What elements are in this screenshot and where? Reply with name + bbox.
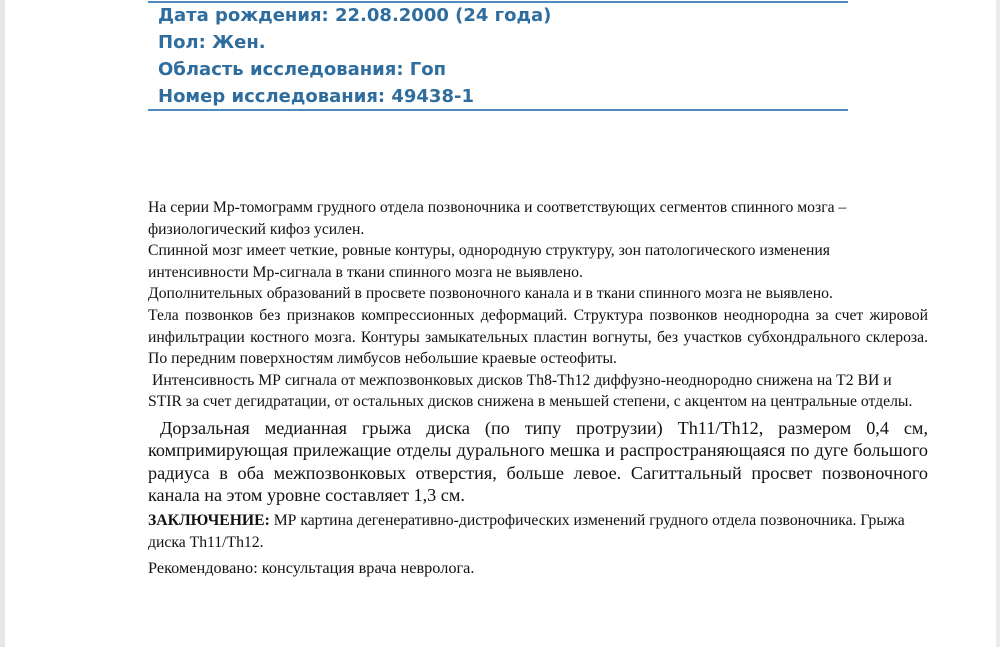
page-right-edge [996,0,1000,647]
page-left-edge [0,0,5,647]
header-bottom-rule [148,109,848,111]
report-paragraph-6: Дорзальная медианная грыжа диска (по типу протрузии) Th11/Th12, размером 0,4 см, компримирующая прилежащие отделы дурального мешка и распространяющаяся по дуге большого радиуса в оба межпозвонковых отверстия, больше левое. Сагиттальный просвет позвоночного канала на этом уровне составляет 1,3 см. [148,417,928,506]
patient-header [158,2,551,110]
sex: Пол: Жен. [158,32,266,53]
conclusion-label: ЗАКЛЮЧЕНИЕ: [148,511,270,529]
study-area: Область исследования: Гоп [158,59,447,80]
report-paragraph-5: Интенсивность МР сигнала от межпозвонковых дисков Th8-Th12 диффузно-неоднородно снижена на Т2 ВИ и STIR за счет дегидратации, от остальных дисков снижена в меньшей степени, с акцентом на центральные отделы. [148,371,913,411]
report-paragraph-3: Дополнительных образований в просвете позвоночного канала и в ткани спинного мозга не выявлено. [148,285,833,303]
report-paragraph-1: На серии Мр-томограмм грудного отдела позвоночника и соответствующих сегментов спинного мозга – физиологический кифоз усилен. [148,199,847,238]
conclusion [148,510,928,553]
birth-date: Дата рождения: 22.08.2000 (24 года) [158,5,552,26]
report-body [148,197,928,579]
report-paragraph-4: Тела позвонков без признаков компрессионных деформаций. Структура позвонков неоднородна за счет жировой инфильтрации костного мозга. Контуры замыкательных пластин вогнуты, без участков субхондрального склероза. По передним поверхностям лимбусов небольшие краевые остеофиты. [148,306,928,368]
conclusion-text: МР картина дегенеративно-дистрофических изменений грудного отдела позвоночника. Грыжа диска Th11/Th12. [148,511,905,551]
report-paragraph-2: Спинной мозг имеет четкие, ровные контуры, однородную структуру, зон патологического изменения интенсивности Мр-сигнала в ткани спинного мозга не выявлено. [148,242,830,281]
study-number: Номер исследования: 49438-1 [158,86,474,107]
recommendation: Рекомендовано: консультация врача невролога. [148,558,475,578]
